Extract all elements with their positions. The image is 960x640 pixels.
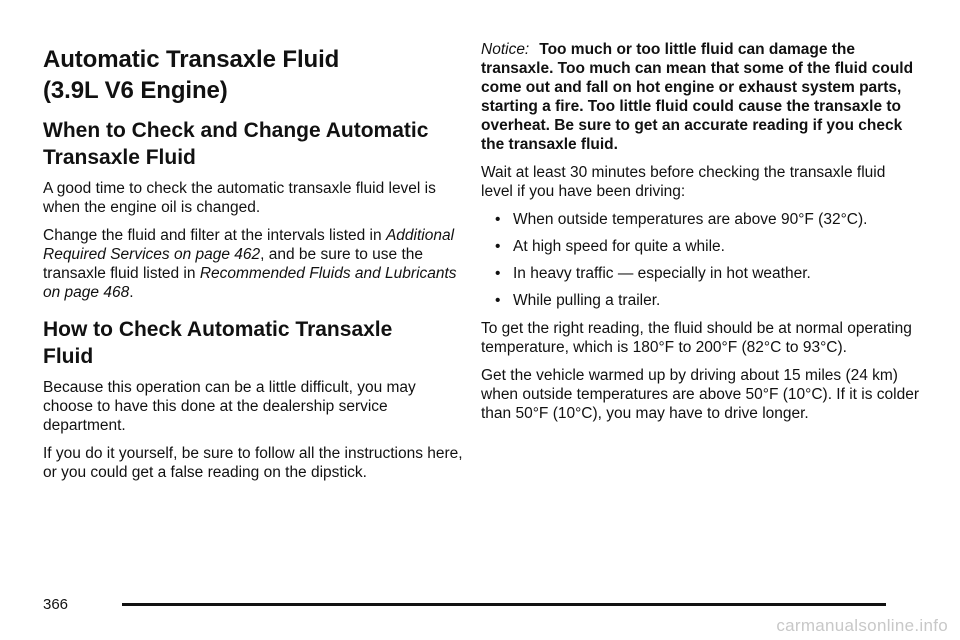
footer-divider — [122, 603, 886, 606]
bullet-icon: • — [495, 238, 501, 255]
section-heading-how-to-check: How to Check Automatic Transaxle Fluid — [43, 318, 393, 368]
right-column — [481, 40, 921, 432]
conditions-list — [481, 210, 921, 310]
paragraph-good-time: A good time to check the automatic transaxle fluid level is when the engine oil is changed. — [43, 180, 436, 216]
section-heading-when-to-check: When to Check and Change Automatic Transaxle Fluid — [43, 119, 429, 169]
ref-recommended-fluids[interactable]: Recommended Fluids and Lubricants on page 468 — [43, 265, 457, 301]
page-number: 366 — [43, 596, 69, 613]
paragraph-change-fluid: Change the fluid and filter at the intervals listed in Additional Required Services on page 462, and be sure to use the transaxle fluid listed in Recommended Fluids and Lubricants on page 468. — [43, 227, 457, 301]
paragraph-difficult: Because this operation can be a little difficult, you may choose to have this done at the dealership service department. — [43, 379, 416, 434]
paragraph-right-reading: To get the right reading, the fluid should be at normal operating temperature, which is 180°F to 200°F (82°C to 93°C). — [481, 320, 912, 356]
list-item: • At high speed for quite a while. — [495, 238, 725, 255]
list-item: • When outside temperatures are above 90°F (32°C). — [495, 211, 868, 228]
page-title: Automatic Transaxle Fluid (3.9L V6 Engine) — [43, 46, 340, 104]
paragraph-warm-up: Get the vehicle warmed up by driving about 15 miles (24 km) when outside temperatures are above 50°F (10°C). If it is colder than 50°F (10°C), you may have to drive longer. — [481, 367, 919, 422]
left-column — [43, 40, 463, 491]
notice-label: Notice: — [481, 41, 530, 58]
paragraph-wait: Wait at least 30 minutes before checking the transaxle fluid level if you have been driving: — [481, 164, 886, 200]
list-item: • While pulling a trailer. — [495, 292, 661, 309]
list-item: • In heavy traffic — especially in hot weather. — [495, 265, 811, 282]
notice-text: Too much or too little fluid can damage the transaxle. Too much can mean that some of the fluid could come out and fall on hot engine or exhaust system parts, starting a fire. Too little fluid could cause the transaxle to overheat. Be sure to get an accurate reading if you check the transaxle fluid. — [481, 41, 914, 153]
ref-additional-required-services[interactable]: Additional Required Services on page 462 — [43, 227, 455, 263]
notice-block — [481, 40, 921, 154]
bullet-icon: • — [495, 265, 501, 282]
watermark: carmanualsonline.info — [776, 616, 948, 635]
paragraph-do-it-yourself: If you do it yourself, be sure to follow all the instructions here, or you could get a false reading on the dipstick. — [43, 445, 463, 481]
bullet-icon: • — [495, 292, 501, 309]
bullet-icon: • — [495, 211, 501, 228]
